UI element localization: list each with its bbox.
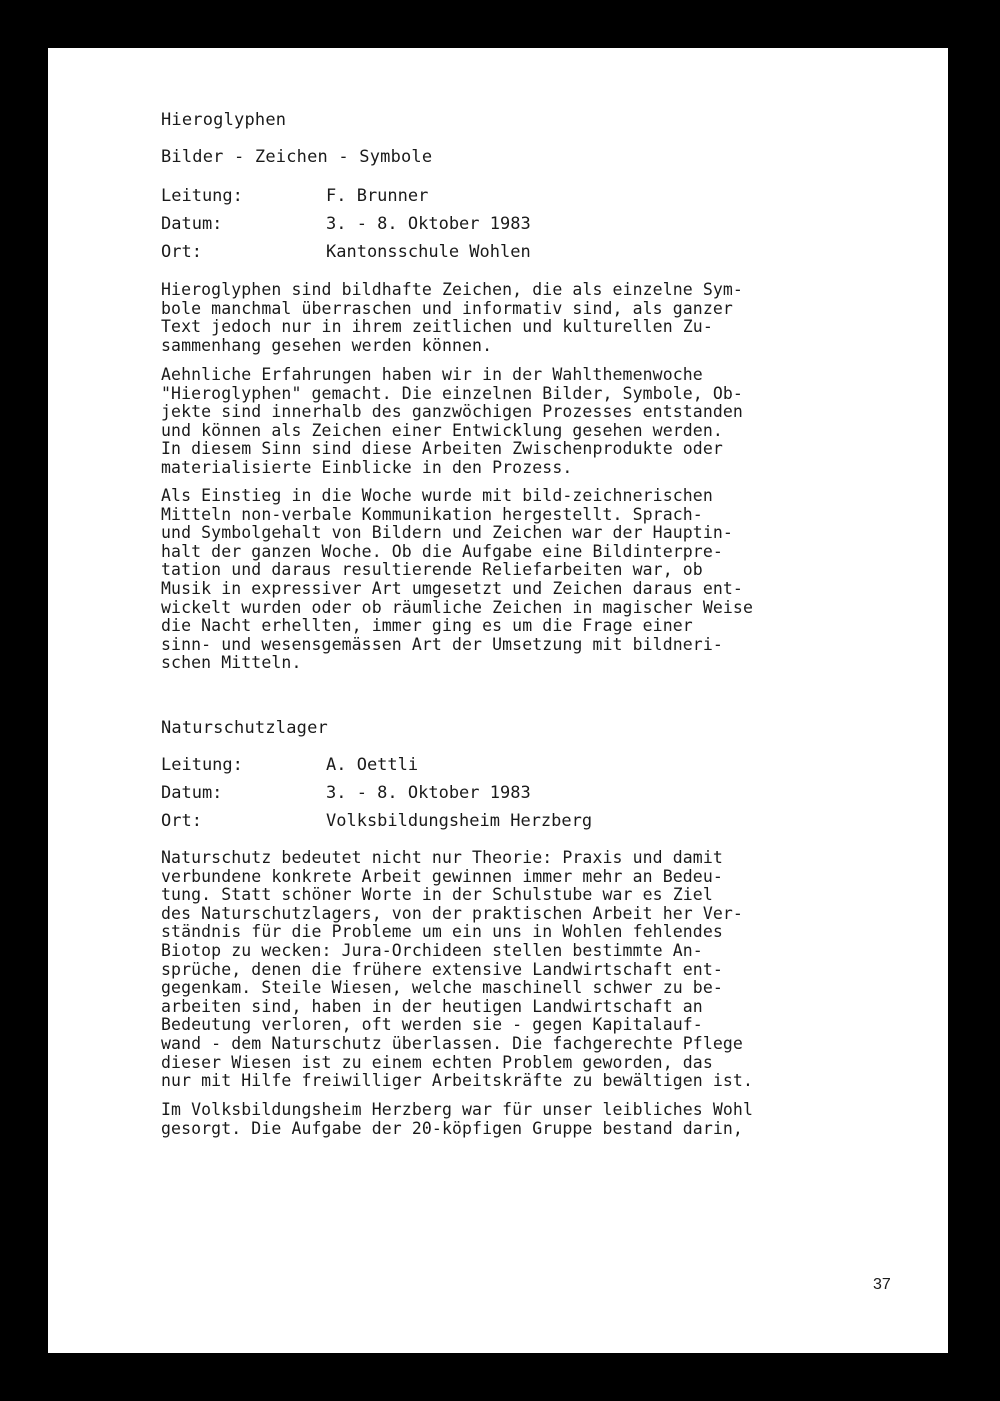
paragraph: Als Einstieg in die Woche wurde mit bild-zeichnerischen Mitteln non-verbale Kommunikation hergestellt. Sprach- und Symbolgehalt von Bildern und Zeichen war der Hauptin- halt der ganzen Woche. Ob die Aufgabe eine Bildinterpre- tation und daraus resultierende Reliefarbeiten war, ob Musik in expressiver Art umgesetzt und Zeichen daraus ent- wickelt wurden oder ob räumliche Zeichen in magischer Weise die Nacht erhellten, immer ging es um die Frage einer sinn- und wesensgemässen Art der Umsetzung mit bildneri- schen Mitteln. (161, 486, 753, 673)
datum-label: Datum: (161, 214, 223, 234)
paragraph: Im Volksbildungsheim Herzberg war für unser leibliches Wohl gesorgt. Die Aufgabe der 20-köpfigen Gruppe bestand darin, (161, 1100, 753, 1138)
ort-value: Volksbildungsheim Herzberg (326, 811, 593, 831)
section-title-hieroglyphen: Hieroglyphen (161, 110, 287, 130)
datum-label: Datum: (161, 783, 223, 803)
datum-value: 3. - 8. Oktober 1983 (326, 214, 531, 234)
paragraph: Aehnliche Erfahrungen haben wir in der Wahlthemenwoche "Hieroglyphen" gemacht. Die einzelnen Bilder, Symbole, Ob- jekte sind innerhalb des ganzwöchigen Prozesses entstanden und können als Zeichen einer Entwicklung gesehen werden. In diesem Sinn sind diese Arbeiten Zwischenprodukte oder materialisierte Einblicke in den Prozess. (161, 365, 743, 477)
datum-value: 3. - 8. Oktober 1983 (326, 783, 531, 803)
ort-value: Kantonsschule Wohlen (326, 242, 531, 262)
leitung-value: A. Oettli (326, 755, 419, 775)
leitung-label: Leitung: (161, 186, 243, 206)
ort-label: Ort: (161, 242, 202, 262)
page-number: 37 (873, 1276, 891, 1293)
leitung-label: Leitung: (161, 755, 243, 775)
paragraph: Hieroglyphen sind bildhafte Zeichen, die als einzelne Sym- bole manchmal überraschen und informativ sind, als ganzer Text jedoch nur in ihrem zeitlichen und kulturellen Zu- sammenhang gesehen werden können. (161, 280, 743, 355)
section-title-naturschutzlager: Naturschutzlager (161, 718, 328, 738)
section-subtitle: Bilder - Zeichen - Symbole (161, 147, 433, 167)
ort-label: Ort: (161, 811, 202, 831)
leitung-value: F. Brunner (326, 186, 429, 206)
paragraph: Naturschutz bedeutet nicht nur Theorie: Praxis und damit verbundene konkrete Arbeit gewinnen immer mehr an Bedeu- tung. Statt schöner Worte in der Schulstube war es Ziel des Naturschutzlagers, von der praktischen Arbeit her Ver- ständnis für die Probleme um ein uns in Wohlen fehlendes Biotop zu wecken: Jura-Orchideen stellen bestimmte An- sprüche, denen die frühere extensive Landwirtschaft ent- gegenkam. Steile Wiesen, welche maschinell schwer zu be- arbeiten sind, haben in der heutigen Landwirtschaft an Bedeutung verloren, oft werden sie - gegen Kapitalauf- wand - dem Naturschutz überlassen. Die fachgerechte Pflege dieser Wiesen ist zu einem echten Problem geworden, das nur mit Hilfe freiwilliger Arbeitskräfte zu bewältigen ist. (161, 848, 753, 1091)
document-page (48, 48, 948, 1353)
